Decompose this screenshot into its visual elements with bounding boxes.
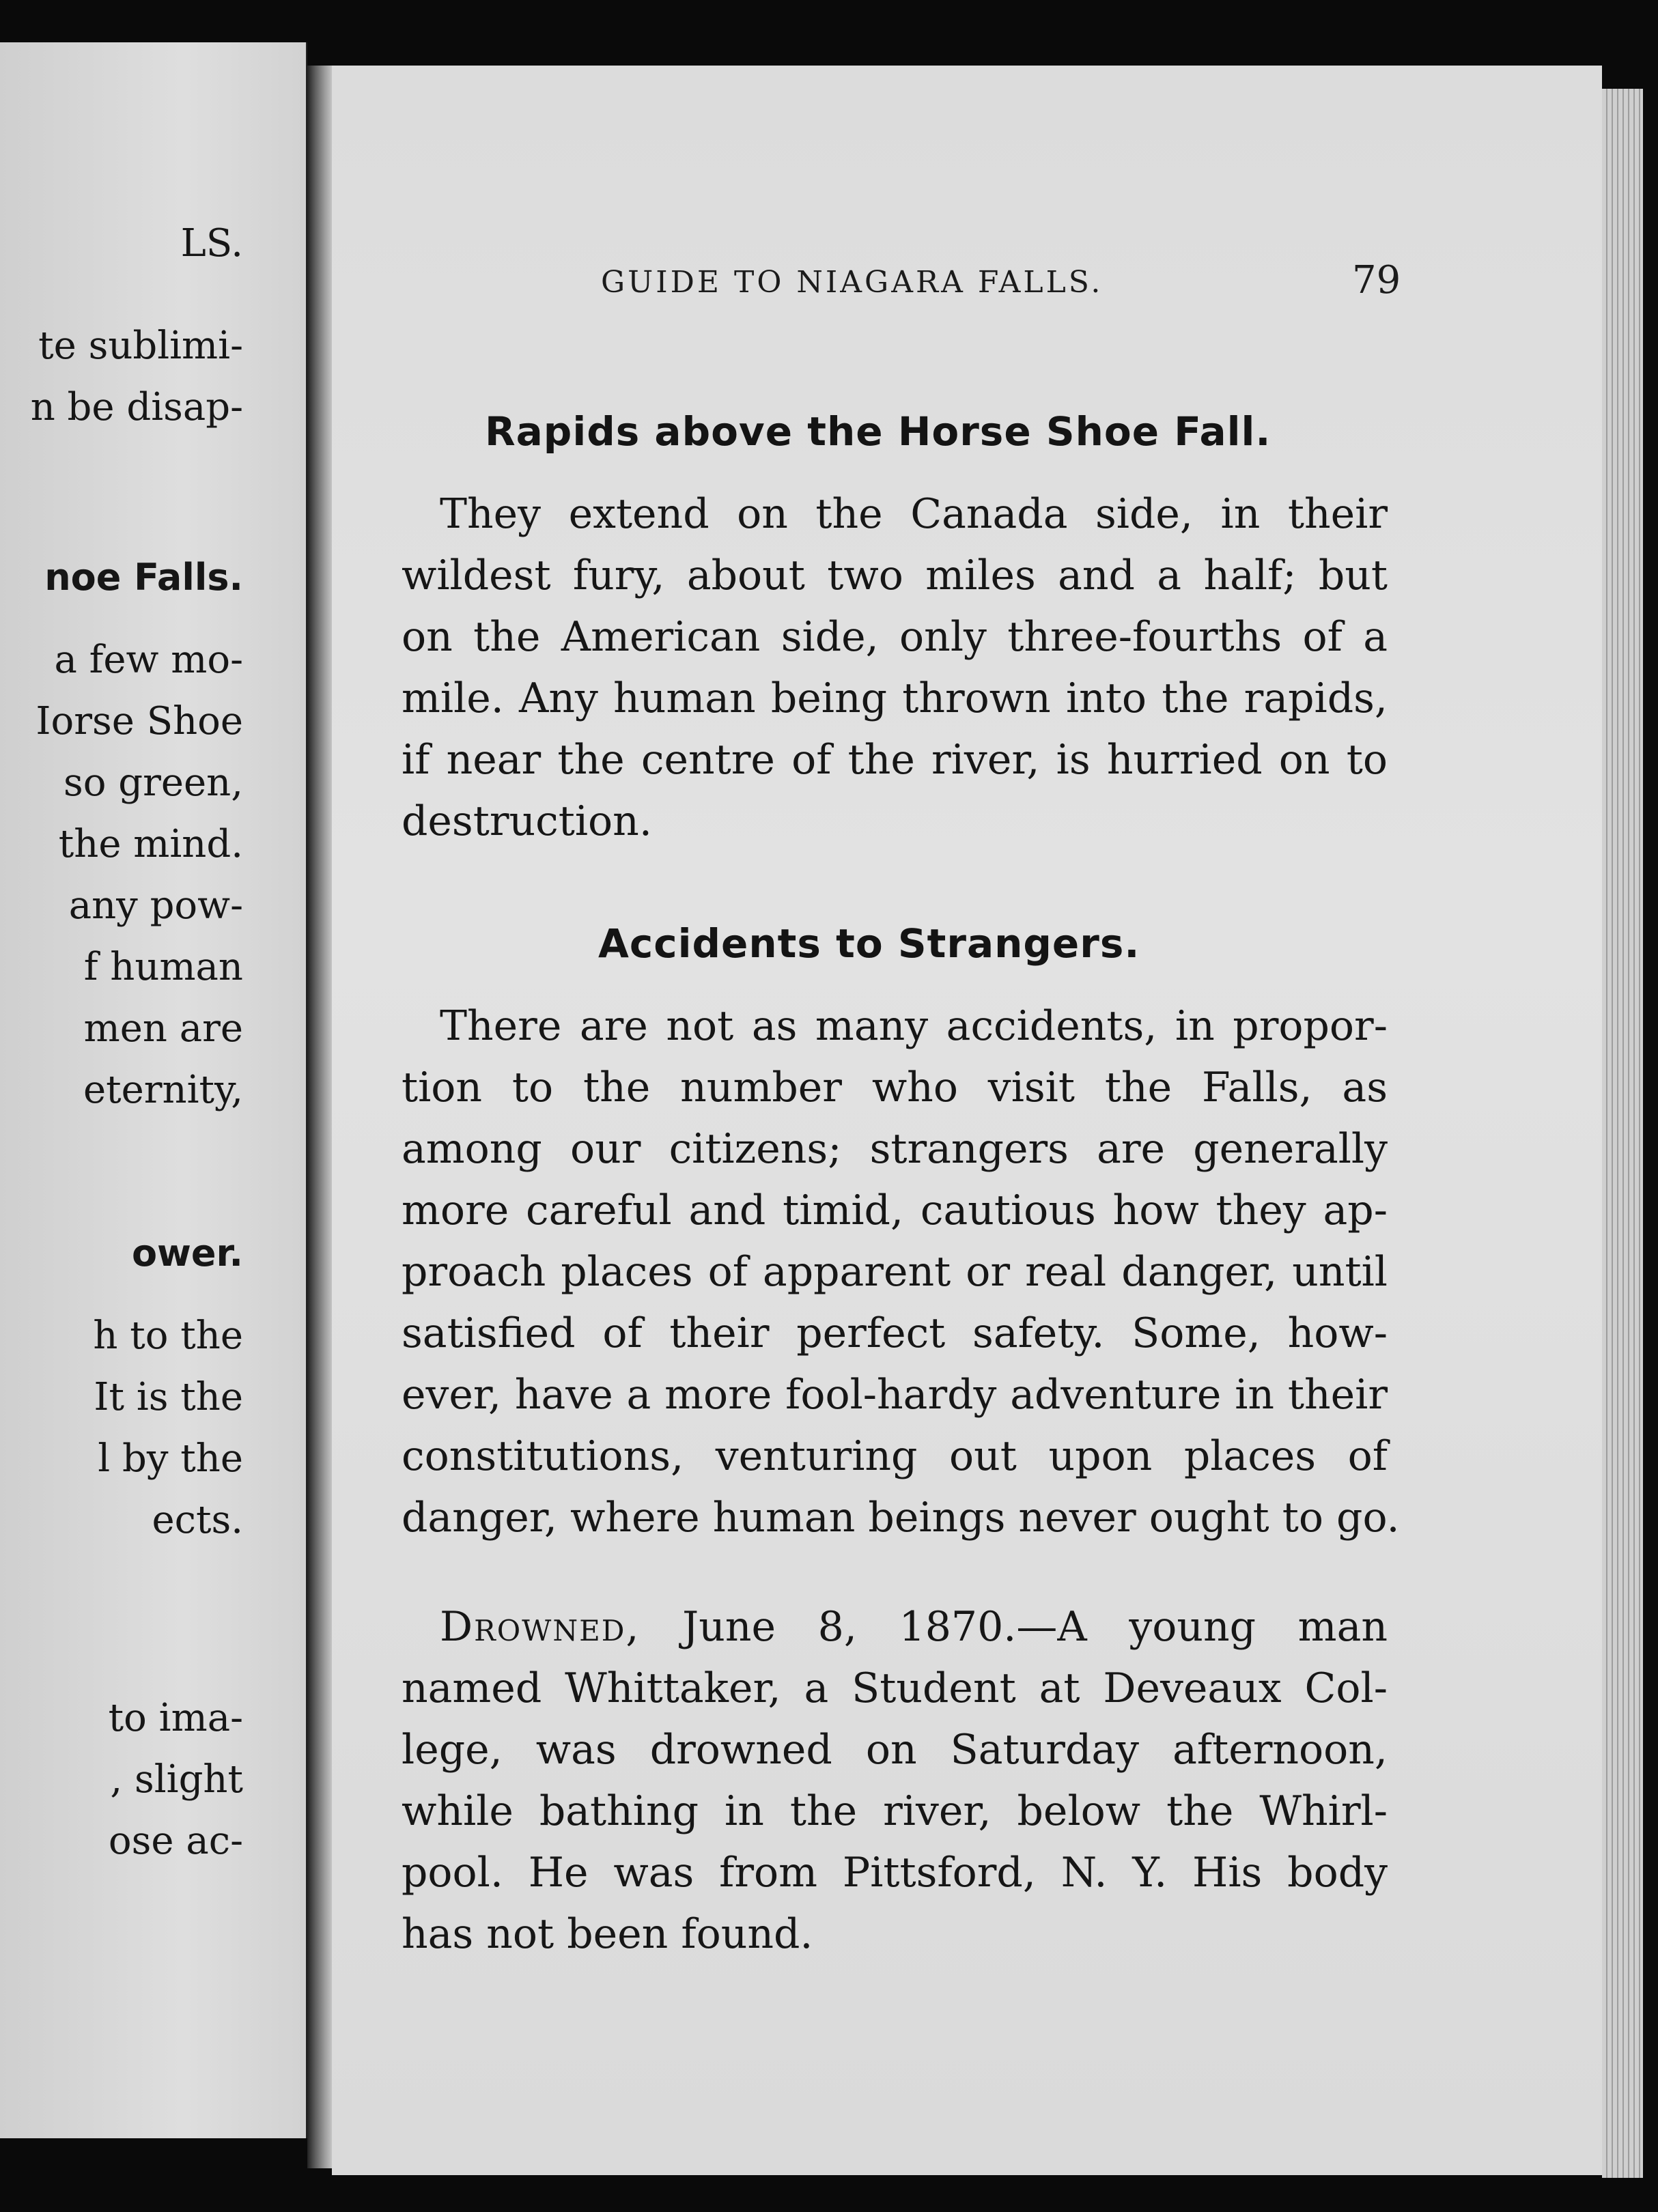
page-edge bbox=[1602, 89, 1643, 2178]
facing-page-line: ects. bbox=[152, 1498, 243, 1542]
facing-page-line: ose ac- bbox=[108, 1819, 243, 1863]
facing-page-line: h to the bbox=[93, 1314, 243, 1358]
paragraph-line: while bathing in the river, below the Whirl- bbox=[402, 1787, 1388, 1835]
facing-page-line: , slight bbox=[110, 1757, 243, 1802]
paragraph-line: on the American side, only three-fourths of a bbox=[402, 613, 1388, 661]
facing-page-line: men are bbox=[83, 1006, 243, 1051]
facing-page-line: eternity, bbox=[83, 1068, 243, 1112]
paragraph-line: They extend on the Canada side, in their bbox=[440, 490, 1388, 538]
paragraph-line: named Whittaker, a Student at Deveaux Col- bbox=[402, 1664, 1388, 1712]
facing-page-line: any pow- bbox=[68, 883, 243, 928]
facing-page-line: so green, bbox=[63, 761, 243, 805]
facing-page-line: te sublimi- bbox=[38, 324, 243, 368]
facing-page-line: the mind. bbox=[58, 822, 243, 866]
paragraph-line: more careful and timid, cautious how they ap- bbox=[402, 1187, 1388, 1234]
drowned-first-line: June 8, 1870.—A young man bbox=[640, 1603, 1388, 1651]
paragraph-line: wildest fury, about two miles and a half; but bbox=[402, 552, 1388, 599]
book-page bbox=[332, 66, 1602, 2175]
facing-page-line: l by the bbox=[98, 1436, 243, 1481]
facing-page-heading: noe Falls. bbox=[44, 556, 243, 599]
facing-page-line: f human bbox=[83, 945, 243, 989]
facing-page bbox=[0, 42, 307, 2138]
facing-page-heading: ower. bbox=[131, 1232, 243, 1275]
paragraph-line: tion to the number who visit the Falls, as bbox=[402, 1064, 1388, 1111]
paragraph-line bbox=[440, 1603, 1388, 1651]
paragraph-line: among our citizens; strangers are generally bbox=[402, 1125, 1388, 1173]
book-gutter bbox=[307, 66, 332, 2168]
running-head: GUIDE TO NIAGARA FALLS. bbox=[601, 265, 1104, 300]
paragraph-line: destruction. bbox=[402, 797, 652, 845]
page-number: 79 bbox=[1352, 258, 1401, 302]
section-heading: Accidents to Strangers. bbox=[598, 920, 1140, 967]
facing-page-line: LS. bbox=[180, 221, 243, 266]
paragraph-line: There are not as many accidents, in propor- bbox=[440, 1002, 1388, 1050]
paragraph-line: pool. He was from Pittsford, N. Y. His body bbox=[402, 1849, 1388, 1897]
facing-page-line: It is the bbox=[94, 1375, 243, 1419]
drowned-lead: Drowned, bbox=[440, 1603, 641, 1651]
paragraph-line: constitutions, venturing out upon places of bbox=[402, 1432, 1388, 1480]
section-heading: Rapids above the Horse Shoe Fall. bbox=[485, 408, 1271, 455]
paragraph-line: if near the centre of the river, is hurried on to bbox=[402, 736, 1388, 784]
facing-page-line: Iorse Shoe bbox=[36, 699, 243, 743]
paragraph-line: ever, have a more fool-hardy adventure in their bbox=[402, 1371, 1388, 1419]
paragraph-line: proach places of apparent or real danger, until bbox=[402, 1248, 1388, 1296]
paragraph-line: satisfied of their perfect safety. Some, how- bbox=[402, 1309, 1388, 1357]
paragraph-line: lege, was drowned on Saturday afternoon, bbox=[402, 1726, 1388, 1774]
paragraph-line: mile. Any human being thrown into the rapids, bbox=[402, 675, 1388, 722]
paragraph-line: danger, where human beings never ought to go. bbox=[402, 1494, 1400, 1542]
facing-page-line: n be disap- bbox=[30, 385, 243, 429]
paragraph-line: has not been found. bbox=[402, 1910, 813, 1958]
facing-page-line: to ima- bbox=[108, 1696, 243, 1740]
facing-page-line: a few mo- bbox=[54, 638, 243, 682]
